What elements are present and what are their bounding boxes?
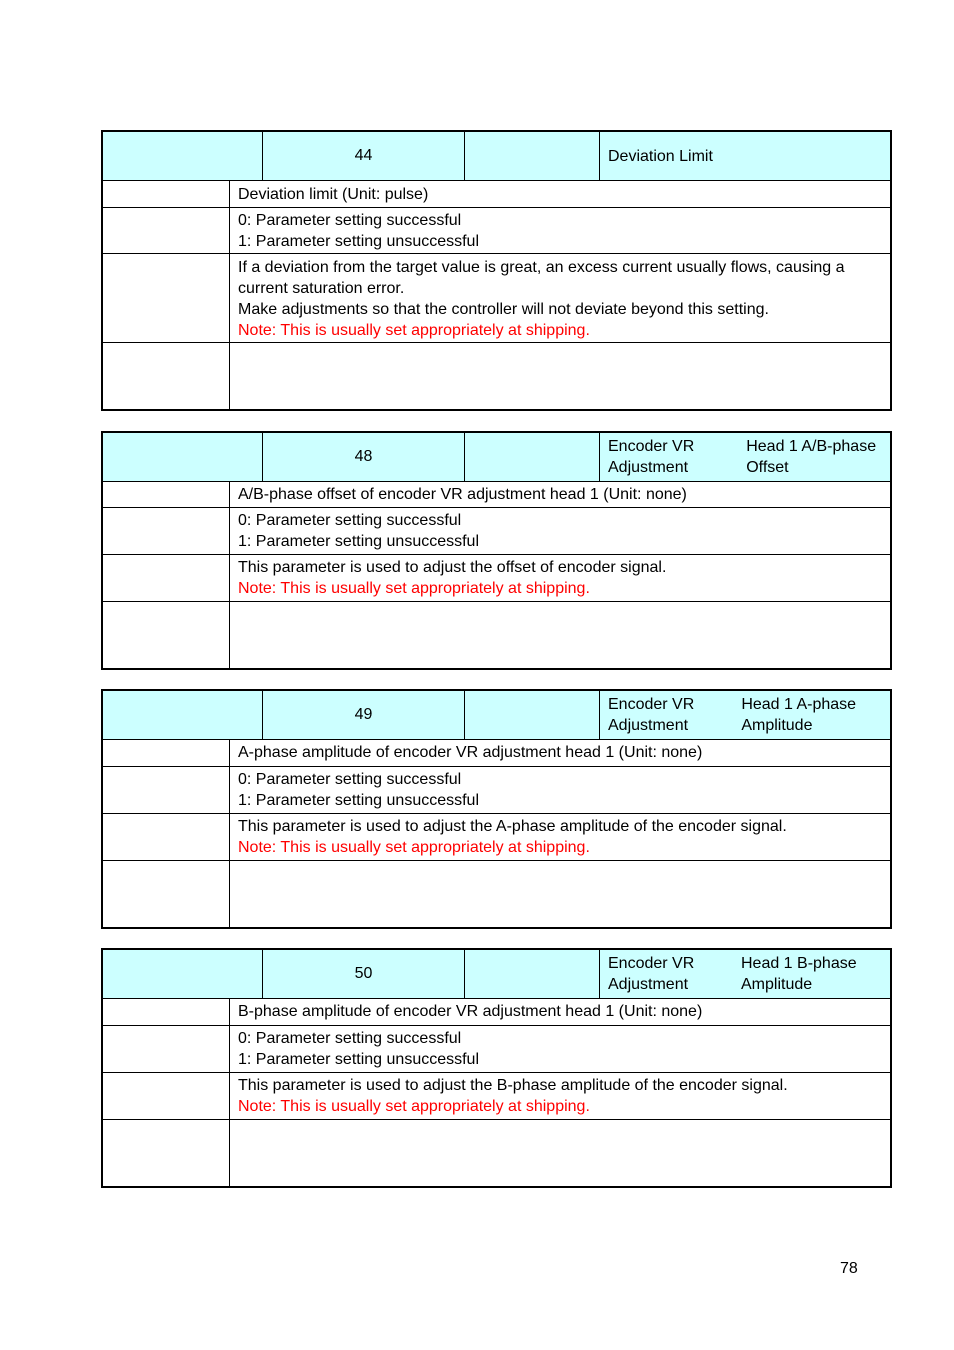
page-number: 78: [840, 1260, 858, 1277]
parameter-number: 50: [263, 950, 465, 998]
table-header: [103, 433, 890, 482]
row-label-cell: [103, 602, 230, 668]
description-cell: [230, 482, 890, 507]
parameter-table-44: [101, 130, 892, 411]
explanation-line: This parameter is used to adjust the A-phase amplitude of the encoder signal.: [238, 818, 787, 835]
remarks-row: [103, 602, 890, 668]
header-blank-cell: [465, 433, 600, 481]
parameter-number: 48: [263, 433, 465, 481]
parameter-name: [600, 132, 890, 180]
parameter-name: [600, 691, 890, 739]
explanation-line: This parameter is used to adjust the offset of encoder signal.: [238, 559, 667, 576]
results-row: [103, 767, 890, 814]
parameter-table-50: [101, 948, 892, 1188]
parameter-number: 49: [263, 691, 465, 739]
table-header: [103, 950, 890, 999]
note-text: Note: This is usually set appropriately at shipping.: [238, 1098, 590, 1115]
header-blank-cell: [465, 132, 600, 180]
remarks-row: [103, 1120, 890, 1186]
description-cell: [230, 181, 890, 207]
row-label-cell: [103, 181, 230, 207]
results-row: [103, 508, 890, 555]
header-blank-cell: [103, 132, 263, 180]
row-label-cell: [103, 1026, 230, 1072]
description-text: Deviation limit (Unit: pulse): [238, 186, 429, 203]
parameter-name-line: Head 1 A/B-phase Offset: [746, 438, 877, 476]
description-text: A-phase amplitude of encoder VR adjustment head 1 (Unit: none): [238, 744, 703, 761]
result-line: 1: Parameter setting unsuccessful: [238, 1051, 480, 1068]
row-label-cell: [103, 814, 230, 860]
parameter-name-line: Head 1 B-phase Amplitude: [740, 955, 857, 993]
table-header: [103, 132, 890, 181]
table-header: [103, 691, 890, 740]
results-cell: [230, 767, 890, 813]
description-text: B-phase amplitude of encoder VR adjustment head 1 (Unit: none): [238, 1003, 703, 1020]
result-line: 0: Parameter setting successful: [238, 512, 462, 529]
explanation-line: This parameter is used to adjust the B-phase amplitude of the encoder signal.: [238, 1077, 788, 1094]
explanation-cell: [230, 555, 890, 601]
explanation-cell: [230, 254, 890, 342]
parameter-name-line: Encoder VR Adjustment: [608, 955, 695, 993]
explanation-cell: [230, 1073, 890, 1119]
result-line: 1: Parameter setting unsuccessful: [238, 533, 480, 550]
results-row: [103, 1026, 890, 1073]
parameter-name-line: Head 1 A-phase Amplitude: [741, 696, 857, 734]
remarks-row: [103, 861, 890, 927]
note-text: Note: This is usually set appropriately at shipping.: [238, 839, 590, 856]
description-row: [103, 482, 890, 508]
results-cell: [230, 508, 890, 554]
parameter-table-48: [101, 431, 892, 670]
description-cell: [230, 999, 890, 1025]
result-line: 0: Parameter setting successful: [238, 212, 462, 229]
row-label-cell: [103, 999, 230, 1025]
explanation-row: [103, 254, 890, 343]
row-label-cell: [103, 861, 230, 927]
row-label-cell: [103, 555, 230, 601]
header-blank-cell: [465, 691, 600, 739]
remarks-cell: [230, 1120, 890, 1186]
header-blank-cell: [103, 950, 263, 998]
remarks-cell: [230, 861, 890, 927]
header-blank-cell: [103, 433, 263, 481]
explanation-row: [103, 1073, 890, 1120]
parameter-name-line: Encoder VR Adjustment: [608, 696, 695, 734]
parameter-name: [600, 433, 890, 481]
description-row: [103, 740, 890, 767]
parameter-table-49: [101, 689, 892, 929]
explanation-cell: [230, 814, 890, 860]
note-text: Note: This is usually set appropriately at shipping.: [238, 322, 590, 339]
results-cell: [230, 208, 890, 253]
header-blank-cell: [103, 691, 263, 739]
row-label-cell: [103, 343, 230, 409]
explanation-line: Make adjustments so that the controller will not deviate beyond this setting.: [238, 301, 769, 318]
results-row: [103, 208, 890, 254]
explanation-row: [103, 814, 890, 861]
remarks-cell: [230, 602, 890, 668]
description-row: [103, 999, 890, 1026]
parameter-name-line: Encoder VR Adjustment: [608, 438, 695, 476]
result-line: 0: Parameter setting successful: [238, 1030, 462, 1047]
parameter-number: 44: [263, 132, 465, 180]
row-label-cell: [103, 508, 230, 554]
explanation-line: If a deviation from the target value is great, an excess current usually flows, causing a current saturation error.: [238, 259, 845, 297]
row-label-cell: [103, 767, 230, 813]
parameter-name: [600, 950, 890, 998]
row-label-cell: [103, 1073, 230, 1119]
description-text: A/B-phase offset of encoder VR adjustment head 1 (Unit: none): [238, 486, 687, 503]
row-label-cell: [103, 254, 230, 342]
description-cell: [230, 740, 890, 766]
description-row: [103, 181, 890, 208]
result-line: 0: Parameter setting successful: [238, 771, 462, 788]
row-label-cell: [103, 208, 230, 253]
remarks-row: [103, 343, 890, 409]
results-cell: [230, 1026, 890, 1072]
remarks-cell: [230, 343, 890, 409]
result-line: 1: Parameter setting unsuccessful: [238, 792, 480, 809]
result-line: 1: Parameter setting unsuccessful: [238, 233, 480, 250]
row-label-cell: [103, 1120, 230, 1186]
row-label-cell: [103, 482, 230, 507]
explanation-row: [103, 555, 890, 602]
header-blank-cell: [465, 950, 600, 998]
row-label-cell: [103, 740, 230, 766]
note-text: Note: This is usually set appropriately at shipping.: [238, 580, 590, 597]
parameter-name-line: Deviation Limit: [608, 147, 713, 165]
